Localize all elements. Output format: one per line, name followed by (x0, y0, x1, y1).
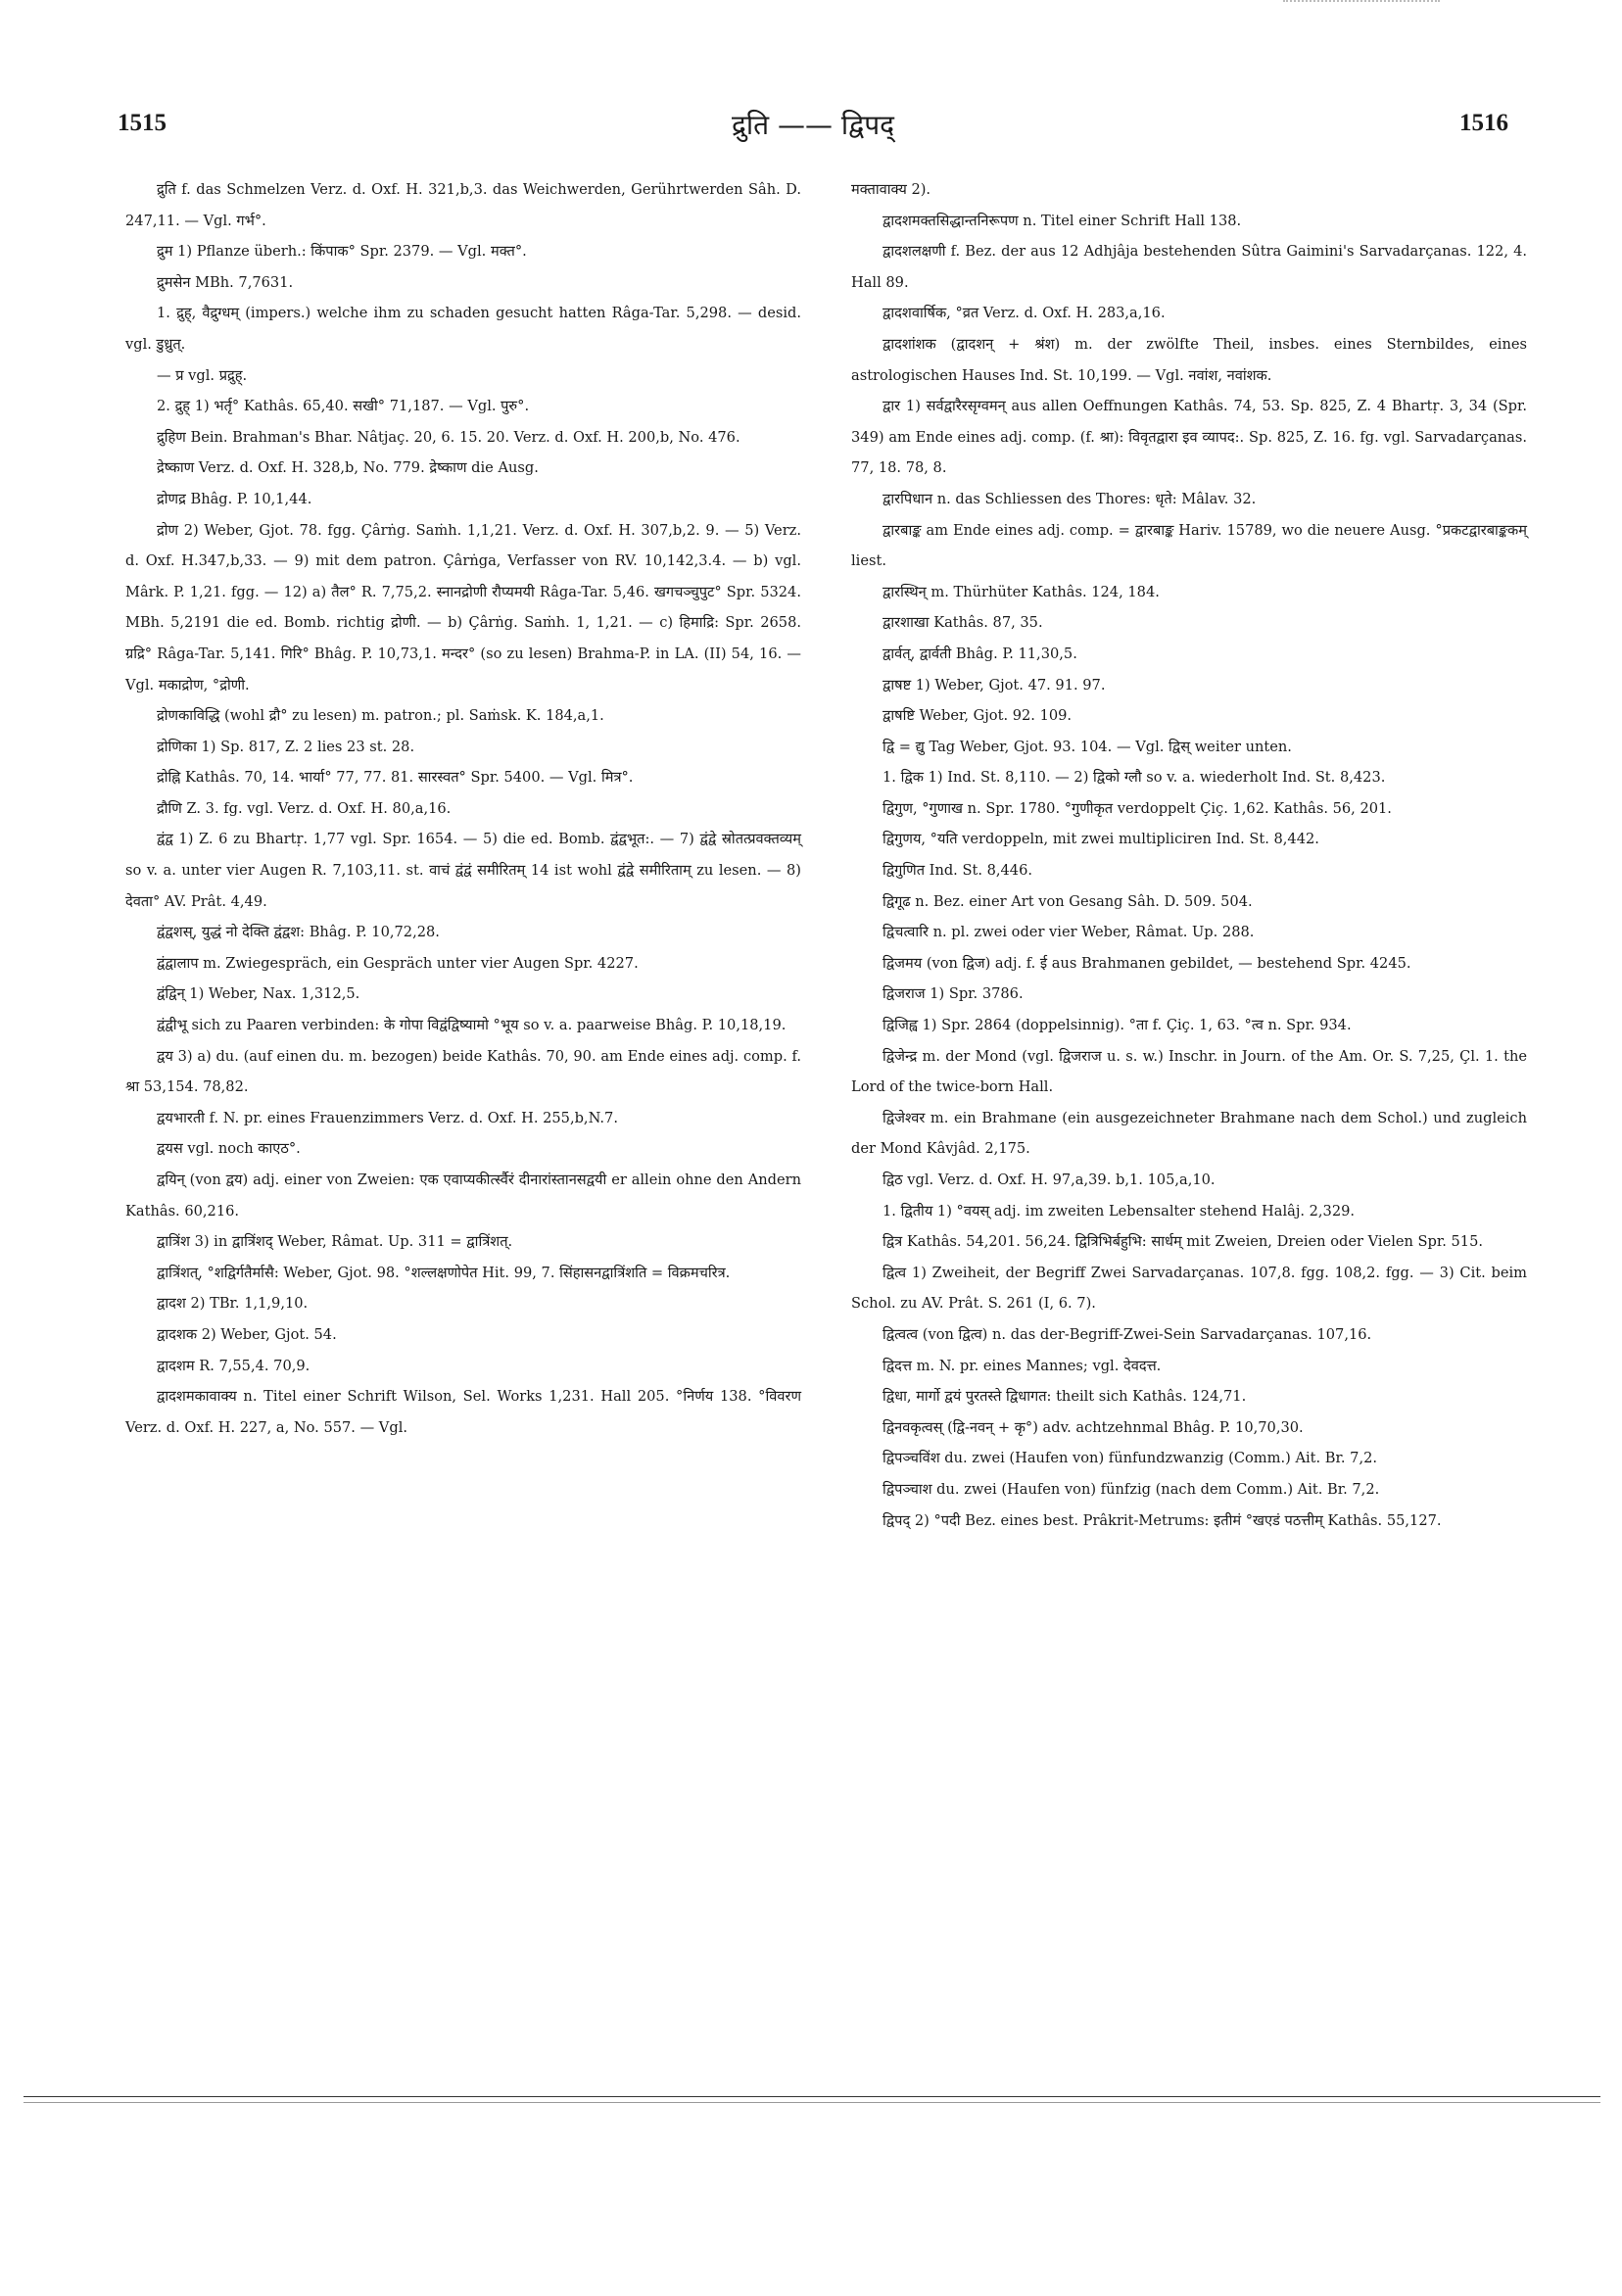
dictionary-entry: 1. द्वितीय 1) °वयस् adj. im zweiten Lebensalter stehend Halâj. 2,329. (883, 1202, 1356, 1220)
dictionary-entry: द्रुहिण Bein. Brahman's Bhar. Nâtjaç. 20, 6. 15. 20. Verz. d. Oxf. H. 200,b, No. 476. (157, 428, 740, 446)
dictionary-entry: द्वार 1) सर्वद्वारैरसृग्वमन् aus allen Oeffnungen Kathâs. 74, 53. Sp. 825, Z. 4 Bhartṛ. 3, 34 (Spr. 349) am Ende eines adj. comp. (f. श्रा): विवृतद्वारा इव व्यापद:. Sp. 825, Z. 16. fg. vgl. Sarvadarçanas. 77, 18. 78, 8. (851, 398, 1527, 477)
dictionary-entry: द्वय 3) a) du. (auf einen du. m. bezogen) beide Kathâs. 70, 90. am Ende eines adj. comp. f. श्रा 53,154. 78,82. (125, 1047, 801, 1096)
dictionary-entry: द्वादशवार्षिक, °व्रत Verz. d. Oxf. H. 283,a,16. (883, 305, 1166, 322)
dictionary-entry: द्वंद्विन् 1) Weber, Nax. 1,312,5. (157, 985, 360, 1003)
bottom-rule (24, 2096, 1600, 2097)
dictionary-entry: द्विगुणित Ind. St. 8,446. (883, 862, 1033, 880)
dictionary-entry: द्रेष्काण Verz. d. Oxf. H. 328,b, No. 779. द्रेष्काण die Ausg. (157, 459, 539, 477)
dictionary-entry: द्वारशाखा Kathâs. 87, 35. (883, 614, 1043, 632)
dictionary-entry: द्वंद्वशस्, युद्धं नो देक्ति द्वंद्वश: Bhâg. P. 10,72,28. (157, 924, 440, 941)
dictionary-entry: द्रुमसेन MBh. 7,7631. (157, 273, 294, 291)
bottom-rule-thin (24, 2102, 1600, 2103)
dictionary-entry: द्विचत्वारि n. pl. zwei oder vier Weber, Râmat. Up. 288. (883, 924, 1255, 941)
dictionary-entry: द्वारबाङ्क am Ende eines adj. comp. = द्वारबाङ्क Hariv. 15789, wo die neuere Ausg. °प्रकटद्वारबाङ्ककम् liest. (851, 521, 1527, 570)
dictionary-entry: द्वयस vgl. noch काएठ°. (157, 1140, 301, 1158)
dictionary-entry: द्विगुण, °गुणाख n. Spr. 1780. °गुणीकृत verdoppelt Çiç. 1,62. Kathâs. 56, 201. (883, 799, 1392, 817)
dictionary-entry: द्वादशक 2) Weber, Gjot. 54. (157, 1325, 337, 1343)
dictionary-entry: द्वादशलक्षणी f. Bez. der aus 12 Adhjâja bestehenden Sûtra Gaimini's Sarvadarçanas. 122, 4. Hall 89. (851, 243, 1527, 291)
dictionary-entry: 2. द्रुह् 1) भर्तृ° Kathâs. 65,40. सखी° 71,187. — Vgl. पुरु°. (157, 398, 530, 415)
dictionary-entry: द्विजमय (von द्विज) adj. f. ई aus Brahmanen gebildet, — bestehend Spr. 4245. (883, 954, 1411, 972)
dictionary-entry: द्वित्र Kathâs. 54,201. 56,24. द्वित्रिभिर्बहुभि: सार्धम् mit Zweien, Dreien oder Vielen Spr. 515. (883, 1233, 1484, 1251)
dictionary-entry: 1. द्रुह्, वैद्रुग्धम् (impers.) welche ihm zu schaden gesucht hatten Râga-Tar. 5,298. — desid. vgl. डुध्रुत्. (125, 305, 801, 353)
dictionary-entry: द्वादश 2) TBr. 1,1,9,10. (157, 1295, 309, 1313)
dictionary-entry: द्वादशांशक (द्वादशन् + श्रंश) m. der zwölfte Theil, insbes. eines Sternbildes, eines astrologischen Hauses Ind. St. 10,199. — Vgl. नवांश, नवांशक. (851, 335, 1527, 384)
page-header (118, 110, 1508, 153)
dictionary-entry: द्विपञ्चाश du. zwei (Haufen von) fünfzig (nach dem Comm.) Ait. Br. 7,2. (883, 1480, 1380, 1498)
dictionary-entry: द्वि = द्यु Tag Weber, Gjot. 93. 104. — Vgl. द्विस् weiter unten. (883, 738, 1292, 755)
dictionary-entry: द्वारस्थिन् m. Thürhüter Kathâs. 124, 184. (883, 583, 1160, 600)
dictionary-entry: द्रोणद्र Bhâg. P. 10,1,44. (157, 490, 312, 507)
dictionary-entry: द्वादशमक्तसिद्धान्तनिरूपण n. Titel einer Schrift Hall 138. (883, 212, 1242, 229)
dictionary-entry: द्वंद्वालाप m. Zwiegespräch, ein Gespräch unter vier Augen Spr. 4227. (157, 954, 639, 972)
dictionary-entry: द्विजेश्वर m. ein Brahmane (ein ausgezeichneter Brahmane nach dem Schol.) und zugleich der Mond Kâvjâd. 2,175. (851, 1109, 1527, 1158)
dictionary-entry: द्विजेन्द्र m. der Mond (vgl. द्विजराज u. s. w.) Inschr. in Journ. of the Am. Or. S. 7,25, Çl. 1. the Lord of the twice-born Hall. (851, 1047, 1527, 1096)
dictionary-entry: द्वाषष्ट 1) Weber, Gjot. 47. 91. 97. (883, 676, 1106, 694)
dictionary-entry: द्विगूढ n. Bez. einer Art von Gesang Sâh. D. 509. 504. (883, 892, 1253, 910)
dictionary-entry: द्विजराज 1) Spr. 3786. (883, 985, 1024, 1003)
dictionary-entry: — प्र vgl. प्रद्रुह्. (157, 366, 248, 384)
dictionary-entry: द्रोण 2) Weber, Gjot. 78. fgg. Çârṅg. Saṁh. 1,1,21. Verz. d. Oxf. H. 307,b,2. 9. — 5) Verz. d. Oxf. H.347,b,33. — 9) mit dem patron. Çârṅga, Verfasser von RV. 10,142,3.4. — b) vgl. Mârk. P. 1,21. fgg. — 12) a) तैल° R. 7,75,2. स्नानद्रोणी रौप्यमयी Râga-Tar. 5,46. खगचञ्चुपुट° Spr. 5324. MBh. 5,2191 die ed. Bomb. richtig द्रोणी. — b) Çârṅg. Saṁh. 1, 1,21. — c) हिमाद्रि: Spr. 2658. ग्रद्रि° Râga-Tar. 5,141. गिरि° Bhâg. P. 10,73,1. मन्दर° (so zu lesen) Brahma-P. in LA. (II) 54, 16. — Vgl. मकाद्रोण, °द्रोणी. (125, 521, 801, 694)
running-head: द्रुति —— द्विपद् (731, 109, 894, 141)
dictionary-entry: द्रुति f. das Schmelzen Verz. d. Oxf. H. 321,b,3. das Weichwerden, Gerührtwerden Sâh. D. 247,11. — Vgl. गर्भ°. (125, 181, 801, 229)
dictionary-entry: द्वंद्व 1) Z. 6 zu Bhartṛ. 1,77 vgl. Spr. 1654. — 5) die ed. Bomb. द्वंद्वभूत:. — 7) द्वंद्वे स्रोतत्प्रवक्तव्यम् so v. a. unter vier Augen R. 7,103,11. st. वाचं द्वंद्वं समीरितम् 14 ist wohl द्वंद्वे समीरिताम् zu lesen. — 8) देवता° AV. Prât. 4,49. (125, 831, 801, 910)
dictionary-entry: मक्तावाक्य 2). (851, 181, 931, 198)
dictionary-entry: द्वादशमकावाक्य n. Titel einer Schrift Wilson, Sel. Works 1,231. Hall 205. °निर्णय 138. °विवरण Verz. d. Oxf. H. 227, a, No. 557. — Vgl. (125, 1388, 801, 1436)
dictionary-entry: द्विपद् 2) °पदी Bez. eines best. Prâkrit-Metrums: इतीमं °खएडं पठत्तीम् Kathâs. 55,127. (883, 1511, 1442, 1529)
dictionary-entry: द्वयिन् (von द्वय) adj. einer von Zweien: एक एवाप्यकीर्त्स्वैरं दीनारांस्तानसद्वयी er allein ohne den Andern Kathâs. 60,216. (125, 1172, 801, 1220)
dictionary-entry: द्विगुणय, °यति verdoppeln, mit zwei multipliciren Ind. St. 8,442. (883, 831, 1319, 848)
dictionary-entry: द्विधा, मार्गो द्वयं पुरतस्ते द्विधागत: theilt sich Kathâs. 124,71. (883, 1388, 1247, 1406)
dictionary-entry: द्वित्व 1) Zweiheit, der Begriff Zwei Sarvadarçanas. 107,8. fgg. 108,2. fgg. — 3) Cit. beim Schol. zu AV. Prât. S. 261 (I, 6. 7). (851, 1264, 1527, 1313)
dictionary-entry: द्वंद्वीभू sich zu Paaren verbinden: के गोपा विद्वंद्विष्यामो °भूय so v. a. paarweise Bhâg. P. 10,18,19. (157, 1017, 787, 1034)
dictionary-entry: द्रौणि Z. 3. fg. vgl. Verz. d. Oxf. H. 80,a,16. (157, 799, 452, 817)
dictionary-entry: द्विठ vgl. Verz. d. Oxf. H. 97,a,39. b,1. 105,a,10. (883, 1172, 1216, 1188)
page-number-left: 1515 (118, 110, 167, 136)
scan-mark (1283, 0, 1440, 6)
dictionary-entry: 1. द्विक 1) Ind. St. 8,110. — 2) द्विको ग्लौ so v. a. wiederholt Ind. St. 8,423. (883, 769, 1386, 787)
left-column (125, 174, 801, 1443)
dictionary-entry: द्रुम 1) Pflanze überh.: किंपाक° Spr. 2379. — Vgl. मक्त°. (157, 243, 527, 261)
page-number-right: 1516 (1459, 110, 1508, 136)
dictionary-entry: द्विजिह्व 1) Spr. 2864 (doppelsinnig). °ता f. Çiç. 1, 63. °त्व n. Spr. 934. (883, 1017, 1352, 1034)
dictionary-entry: द्रोणिका 1) Sp. 817, Z. 2 lies 23 st. 28. (157, 738, 415, 755)
dictionary-entry: द्वार्वत्, द्वार्वती Bhâg. P. 11,30,5. (883, 645, 1077, 662)
dictionary-entry: द्विदत्त m. N. pr. eines Mannes; vgl. देवदत्त. (883, 1357, 1162, 1374)
right-column (851, 174, 1527, 1536)
dictionary-entry: द्रोणकाविद्धि (wohl द्रौ° zu lesen) m. patron.; pl. Saṁsk. K. 184,a,1. (157, 707, 604, 725)
dictionary-entry: द्वित्वत्व (von द्वित्व) n. das der-Begriff-Zwei-Sein Sarvadarçanas. 107,16. (883, 1325, 1372, 1343)
dictionary-entry: द्वादशम R. 7,55,4. 70,9. (157, 1357, 310, 1374)
dictionary-entry: द्वारपिधान n. das Schliessen des Thores: धृते: Mâlav. 32. (883, 490, 1257, 507)
dictionary-entry: द्वाषष्टि Weber, Gjot. 92. 109. (883, 707, 1073, 725)
dictionary-entry: द्वात्रिंश 3) in द्वात्रिंशद् Weber, Râmat. Up. 311 = द्वात्रिंशत्. (157, 1233, 513, 1251)
dictionary-entry: द्विनवकृत्वस् (द्वि-नवन् + कृ°) adv. achtzehnmal Bhâg. P. 10,70,30. (883, 1418, 1304, 1436)
dictionary-entry: द्रोह्नि Kathâs. 70, 14. भार्या° 77, 77. 81. सारस्वत° Spr. 5400. — Vgl. मित्र°. (157, 769, 634, 787)
dictionary-entry: द्वात्रिंशत्, °शद्विर्गतैर्मासै: Weber, Gjot. 98. °शल्लक्षणोपेत Hit. 99, 7. सिंहासनद्वात्रिंशति = विक्रमचरित्र. (157, 1264, 731, 1281)
dictionary-entry: द्विपञ्चविंश du. zwei (Haufen von) fünfundzwanzig (Comm.) Ait. Br. 7,2. (883, 1450, 1378, 1467)
dictionary-entry: द्वयभारती f. N. pr. eines Frauenzimmers Verz. d. Oxf. H. 255,b,N.7. (157, 1109, 618, 1126)
